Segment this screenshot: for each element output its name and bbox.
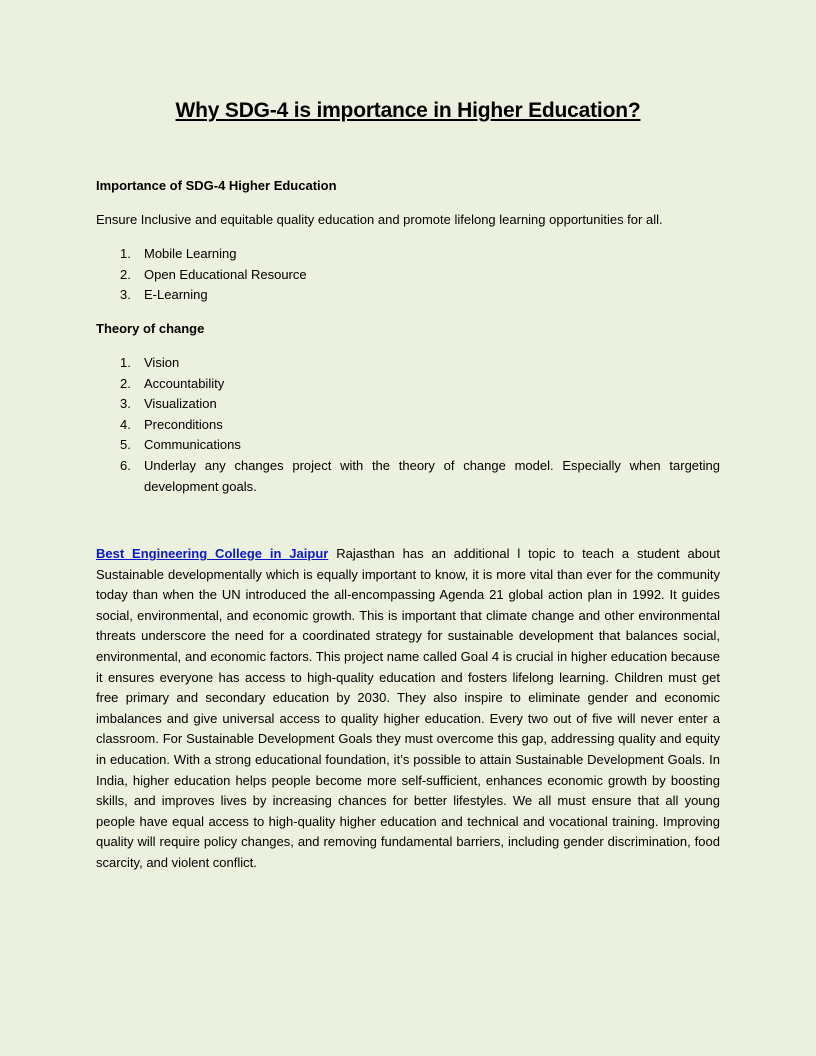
list-number: 1. [120,246,131,261]
importance-list [96,244,720,306]
list-item [96,394,720,415]
list-item-text: Communications [144,437,241,453]
list-item-text: Visualization [144,396,217,412]
list-item [96,244,720,265]
theory-list [96,353,720,497]
list-number: 4. [120,416,131,432]
list-item-text: E-Learning [144,287,208,303]
section-heading-theory: Theory of change [96,321,205,336]
list-number: 2. [120,266,131,282]
list-item [96,456,720,497]
list-item [96,285,720,306]
list-item [96,353,720,374]
list-item-text: Accountability [144,375,225,391]
list-item [96,374,720,395]
body-paragraph-text: Rajasthan has an additional l topic to teach a student about Sustainable developmentally which is equally important to know, it is more vital than ever for the community today than when the UN introduced the all-encompassing Agenda 21 global action plan in 1992. It guides social, environmental, and economic growth. This is important that climate change and other environmental threats underscore the need for a coordinated strategy for sustainable development that balances social, environmental, and economic factors. This project name called Goal 4 is crucial in higher education because it ensures everyone has access to high-quality education and fosters lifelong learning. Children must get free primary and secondary education by 2030. They also inspire to eliminate gender and economic imbalances and give universal access to quality higher education. Every two out of five will never enter a classroom. For Sustainable Development Goals they must overcome this gap, addressing quality and equity in education. With a strong educational foundation, it’s possible to attain Sustainable Development Goals. In India, higher education helps people become more self-sufficient, enhances economic growth by boosting skills, and improves lives by increasing chances for better lifestyles. We all must ensure that all young people have equal access to high-quality higher education and technical and vocational training. Improving quality will require policy changes, and removing fundamental barriers, including gender discrimination, food scarcity, and violent conflict. [96,546,720,870]
list-number: 3. [120,396,131,412]
list-number: 1. [120,355,131,370]
list-number: 2. [120,375,131,391]
page-title: Why SDG-4 is importance in Higher Education? [175,99,641,122]
list-item [96,265,720,286]
body-paragraph [96,544,720,874]
list-item-text: Underlay any changes project with the theory of change model. Especially when targeting development goals. [144,457,720,494]
list-item [96,415,720,436]
list-item-text: Mobile Learning [144,246,237,261]
list-item-text: Open Educational Resource [144,266,307,282]
list-item [96,435,720,456]
list-number: 3. [120,287,131,303]
engineering-college-link[interactable]: Best Engineering College in Jaipur [96,546,329,561]
list-number: 6. [120,457,131,473]
list-item-text: Vision [144,355,180,370]
list-item-text: Preconditions [144,416,223,432]
intro-paragraph: Ensure Inclusive and equitable quality education and promote lifelong learning opportunities for all. [96,212,663,227]
list-number: 5. [120,437,131,453]
section-heading-importance: Importance of SDG-4 Higher Education [96,178,337,193]
